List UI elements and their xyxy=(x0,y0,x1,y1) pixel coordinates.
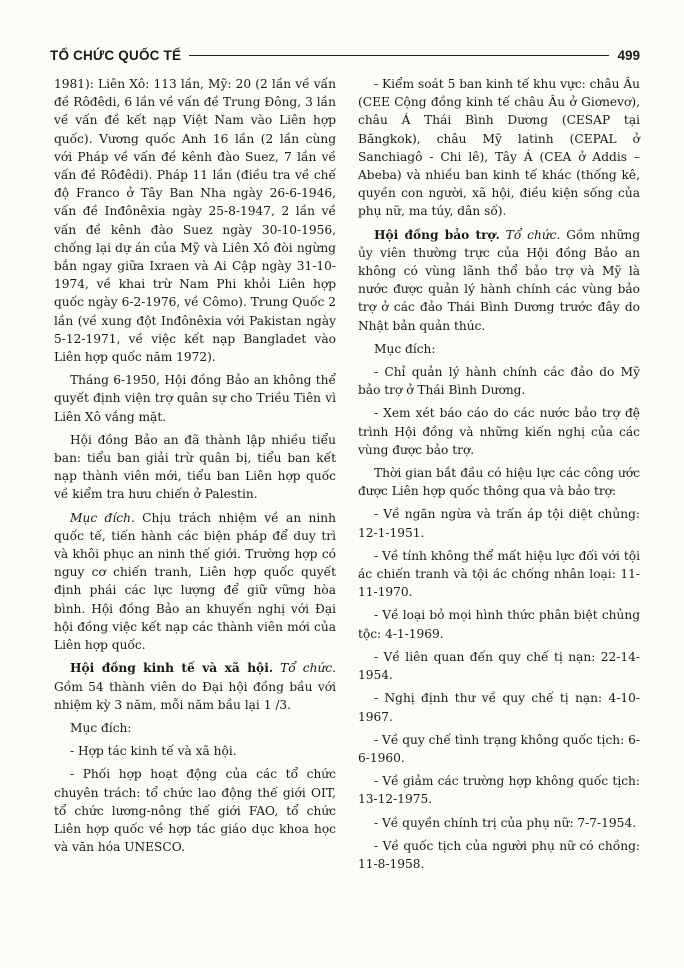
list-item: - Chỉ quản lý hành chính các đảo do Mỹ bảo trợ ở Thái Bình Dương. xyxy=(358,365,640,398)
paragraph: Mục đích: xyxy=(70,720,132,735)
inline-lead: Tổ chức. xyxy=(273,661,336,676)
list-item: - Về tính không thể mất hiệu lực đối với tội ác chiến tranh và tội ác chống nhân loại: 11-11-1970. xyxy=(358,548,640,600)
list-item: - Kiểm soát 5 ban kinh tế khu vực: châu Âu (CEE Cộng đồng kinh tế châu Âu ở Giơnevơ), châu Á Thái Bình Dương (CESAP tại Băngkok), châu Mỹ latinh (CEPAL ở Sanchiagô - Chi lê), Tây Á (CEA ở Addis – Abeba) và nhiều ban kinh tế khác (thống kê, quyền con người, xã hội, điều kiện sống của phụ nữ, ma túy, dân số). xyxy=(358,77,640,219)
running-header xyxy=(50,44,640,66)
list-item: - Về quyền chính trị của phụ nữ: 7-7-1954. xyxy=(374,815,637,830)
inline-lead: Tổ chức. xyxy=(499,227,561,242)
list-item: - Hợp tác kinh tế và xã hội. xyxy=(70,744,237,759)
list-item: - Về quy chế tình trạng không quốc tịch: 6-6-1960. xyxy=(358,732,640,765)
list-item: - Xem xét báo cáo do các nước bảo trợ đệ trình Hội đồng và những kiến nghị của các vùng được bảo trợ. xyxy=(358,406,640,457)
paragraph: Mục đích. Chịu trách nhiệm về an ninh quốc tế, tiến hành các biện pháp để duy trì và khôi phục an ninh thế giới. Trường hợp có nguy cơ chiến tranh, Liên hợp quốc quyết định phái các lực lượng để giữ vững hòa bình. Hội đồng Bảo an khuyến nghị với Đại hội đồng việc kết nạp các thành viên mới của Liên hợp quốc. xyxy=(54,510,337,653)
list-item: - Về quốc tịch của người phụ nữ có chồng: 11-8-1958. xyxy=(358,838,640,871)
list-item: - Về giảm các trường hợp không quốc tịch: 13-12-1975. xyxy=(358,774,640,807)
paragraph: Thời gian bắt đầu có hiệu lực các công ước được Liên hợp quốc thông qua và bảo trợ: xyxy=(358,466,640,499)
paragraph: Hội đồng bảo trợ. Tổ chức. Gồm những ủy viên thường trực của Hội đồng Bảo an không có vùng lãnh thổ bảo trợ và Mỹ là nước được quản lý hành chính các vùng bảo trợ ở các đảo Thái Bình Dương trước đây do Nhật bản quản thúc. xyxy=(358,227,640,333)
page-number: 499 xyxy=(617,47,640,63)
paragraph: 1981): Liên Xô: 113 lần, Mỹ: 20 (2 lần về vấn đề Rôđêdi, 6 lần về vấn đề Trung Đông, 3 lần về vấn đề kết nạp Việt Nam vào Liên hợp quốc). Vương quốc Anh 16 lần (2 lần cùng với Pháp về vấn đề kênh đào Suez, 7 lần về vấn đề Rôđêdi). Pháp 11 lần (điều tra về chế độ Franco ở Tây Ban Nha ngày 26-6-1946, vấn đề Inđônêxia ngày 25-8-1947, 2 lần về vấn đề kênh đào Suez ngày 30-10-1956, chống lại dự án của Mỹ và Liên Xô đòi ngừng bắn ngay giữa Ixraen và Ai Cập ngày 31-10-1974, về khai trừ Nam Phi khỏi Liên hợp quốc ngày 6-2-1976, về Cômo). Trung Quốc 2 lần (về xung đột Inđônêxia với Pakistan ngày 5-12-1971, về việc kết nạp Bangladet vào Liên hợp quốc năm 1972). xyxy=(54,77,336,365)
header-title: TỔ CHỨC QUỐC TẾ xyxy=(50,47,182,63)
right-column xyxy=(358,75,640,878)
section-heading: Hội đồng kinh tế và xã hội. xyxy=(70,661,274,676)
paragraph: Hội đồng Bảo an đã thành lập nhiều tiểu ban: tiểu ban giải trừ quân bị, tiểu ban kết nạp thành viên mới, tiểu ban Liên hợp quốc về kiểm tra hưu chiến ở Palestin. xyxy=(54,432,336,502)
list-item: - Về liên quan đến quy chế tị nạn: 22-14-1954. xyxy=(358,649,640,683)
list-item: - Về ngăn ngừa và trấn áp tội diệt chủng: 12-1-1951. xyxy=(358,507,640,540)
list-item: - Về loại bỏ mọi hình thức phân biệt chủng tộc: 4-1-1969. xyxy=(358,608,640,641)
paragraph: Tháng 6-1950, Hội đồng Bảo an không thể quyết định viện trợ quân sự cho Triều Tiên vì Liên Xô vắng mặt. xyxy=(54,373,336,424)
list-item: - Nghị định thư về quy chế tị nạn: 4-10-1967. xyxy=(358,691,640,724)
paragraph: Mục đích: xyxy=(374,341,436,356)
header-rule xyxy=(189,55,609,56)
paragraph: Hội đồng kinh tế và xã hội. Tổ chức. Gồm 54 thành viên do Đại hội đồng bầu với nhiệm kỳ 3 năm, mỗi năm bầu lại 1 /3. xyxy=(54,661,336,712)
section-heading: Hội đồng bảo trợ. xyxy=(374,227,500,242)
inline-lead: Mục đích. xyxy=(70,510,135,525)
list-item: - Phối hợp hoạt động của các tổ chức chuyên trách: tổ chức lao động thế giới OIT, tổ chức lương-nông thế giới FAO, tổ chức Liên hợp quốc về hợp tác giáo dục khoa học và văn hóa UNESCO. xyxy=(54,767,336,855)
left-column xyxy=(54,75,336,861)
